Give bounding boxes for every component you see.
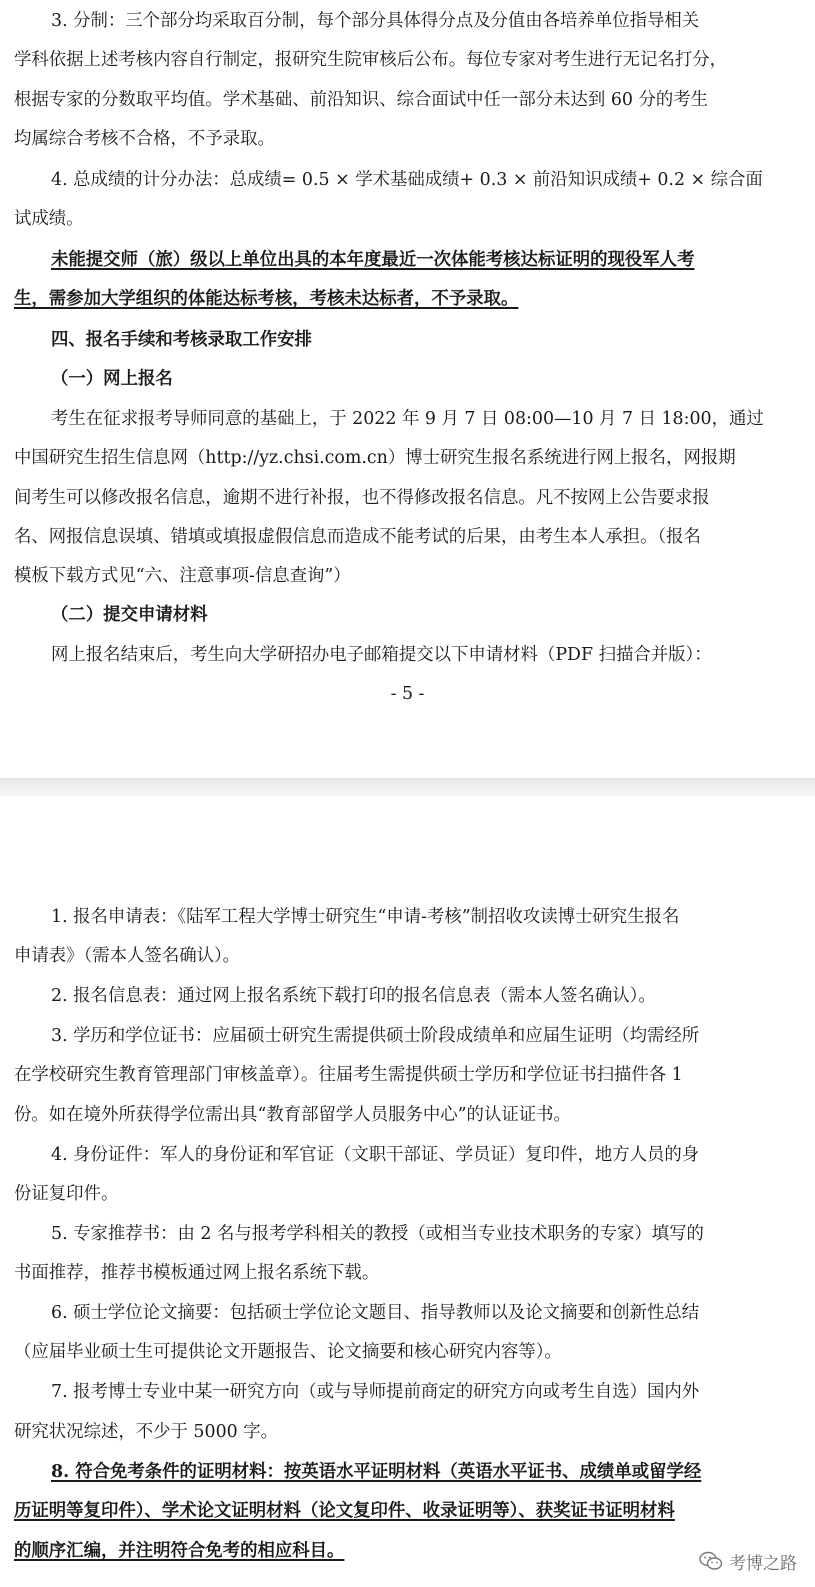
document-page-6	[0, 796, 815, 1587]
emphasis-line: 的顺序汇编，并注明符合免考的相应科目。	[14, 1541, 345, 1561]
text-line: 间考生可以修改报名信息，逾期不进行补报，也不得修改报名信息。凡不按网上公告要求报	[14, 488, 710, 508]
page-separator	[0, 778, 815, 796]
emphasis-line: 生，需参加大学组织的体能达标考核，考核未达标者，不予录取。	[14, 289, 519, 309]
subsection-heading: （一）网上报名	[51, 369, 173, 389]
text-line: 考生在征求报考导师同意的基础上，于 2022 年 9 月 7 日 08:00—10 月 7 日 18:00，通过	[51, 409, 764, 429]
text-line: 试成绩。	[14, 209, 84, 229]
text-line: 研究状况综述，不少于 5000 字。	[14, 1422, 279, 1442]
text-line: 学科依据上述考核内容自行制定，报研究生院审核后公布。每位专家对考生进行无记名打分，	[14, 50, 728, 70]
text-line: 模板下载方式见“六、注意事项-信息查询”）	[14, 566, 351, 586]
watermark-text: 考博之路	[729, 1553, 797, 1574]
watermark	[699, 1549, 797, 1573]
text-line: 7. 报考博士专业中某一研究方向（或与导师提前商定的研究方向或考生自选）国内外	[51, 1382, 700, 1402]
text-line: 申请表》（需本人签名确认）。	[14, 946, 241, 966]
text-line: 中国研究生招生信息网（http://yz.chsi.com.cn）博士研究生报名系统进行网上报名，网报期	[14, 448, 736, 468]
wechat-icon	[699, 1551, 723, 1571]
page-number: - 5 -	[390, 684, 425, 704]
text-line: 份。如在境外所获得学位需出具“教育部留学人员服务中心”的认证证书。	[14, 1105, 571, 1125]
document-page-5	[0, 0, 815, 778]
emphasis-line: 未能提交师（旅）级以上单位出具的本年度最近一次体能考核达标证明的现役军人考	[51, 250, 695, 270]
text-line: 4. 身份证件：军人的身份证和军官证（文职干部证、学员证）复印件，地方人员的身	[51, 1145, 700, 1165]
text-line: 1. 报名申请表：《陆军工程大学博士研究生“申请-考核”制招收攻读博士研究生报名	[51, 907, 680, 927]
text-line: 网上报名结束后，考生向大学研招办电子邮箱提交以下申请材料（PDF 扫描合并版）：	[51, 645, 712, 665]
text-line: 2. 报名信息表：通过网上报名系统下载打印的报名信息表（需本人签名确认）。	[51, 986, 656, 1006]
text-line: 4. 总成绩的计分办法：总成绩= 0.5 × 学术基础成绩+ 0.3 × 前沿知识成绩+ 0.2 × 综合面	[51, 170, 763, 190]
text-line: 书面推荐，推荐书模板通过网上报名系统下载。	[14, 1263, 380, 1283]
text-line: 名、网报信息误填、错填或填报虚假信息而造成不能考试的后果，由考生本人承担。（报名	[14, 527, 701, 547]
emphasis-line: 8. 符合免考条件的证明材料：按英语水平证明材料（英语水平证书、成绩单或留学经	[51, 1462, 702, 1482]
subsection-heading: （二）提交申请材料	[51, 605, 208, 625]
text-line: 6. 硕士学位论文摘要：包括硕士学位论文题目、指导教师以及论文摘要和创新性总结	[51, 1303, 700, 1323]
text-line: （应届毕业硕士生可提供论文开题报告、论文摘要和核心研究内容等）。	[14, 1342, 562, 1362]
text-line: 3. 学历和学位证书：应届硕士研究生需提供硕士阶段成绩单和应届生证明（均需经所	[51, 1026, 700, 1046]
text-line: 在学校研究生教育管理部门审核盖章）。往届考生需提供硕士学历和学位证书扫描件各 1	[14, 1065, 683, 1085]
text-line: 3. 分制：三个部分均采取百分制，每个部分具体得分点及分值由各培养单位指导相关	[51, 11, 700, 31]
text-line: 根据专家的分数取平均值。学术基础、前沿知识、综合面试中任一部分未达到 60 分的考生	[14, 90, 709, 110]
text-line: 5. 专家推荐书：由 2 名与报考学科相关的教授（或相当专业技术职务的专家）填写的	[51, 1224, 704, 1244]
text-line: 份证复印件。	[14, 1184, 119, 1204]
section-heading: 四、报名手续和考核录取工作安排	[51, 330, 312, 350]
text-line: 均属综合考核不合格，不予录取。	[14, 129, 275, 149]
emphasis-line: 历证明等复印件）、学术论文证明材料（论文复印件、收录证明等）、获奖证书证明材料	[14, 1501, 675, 1521]
